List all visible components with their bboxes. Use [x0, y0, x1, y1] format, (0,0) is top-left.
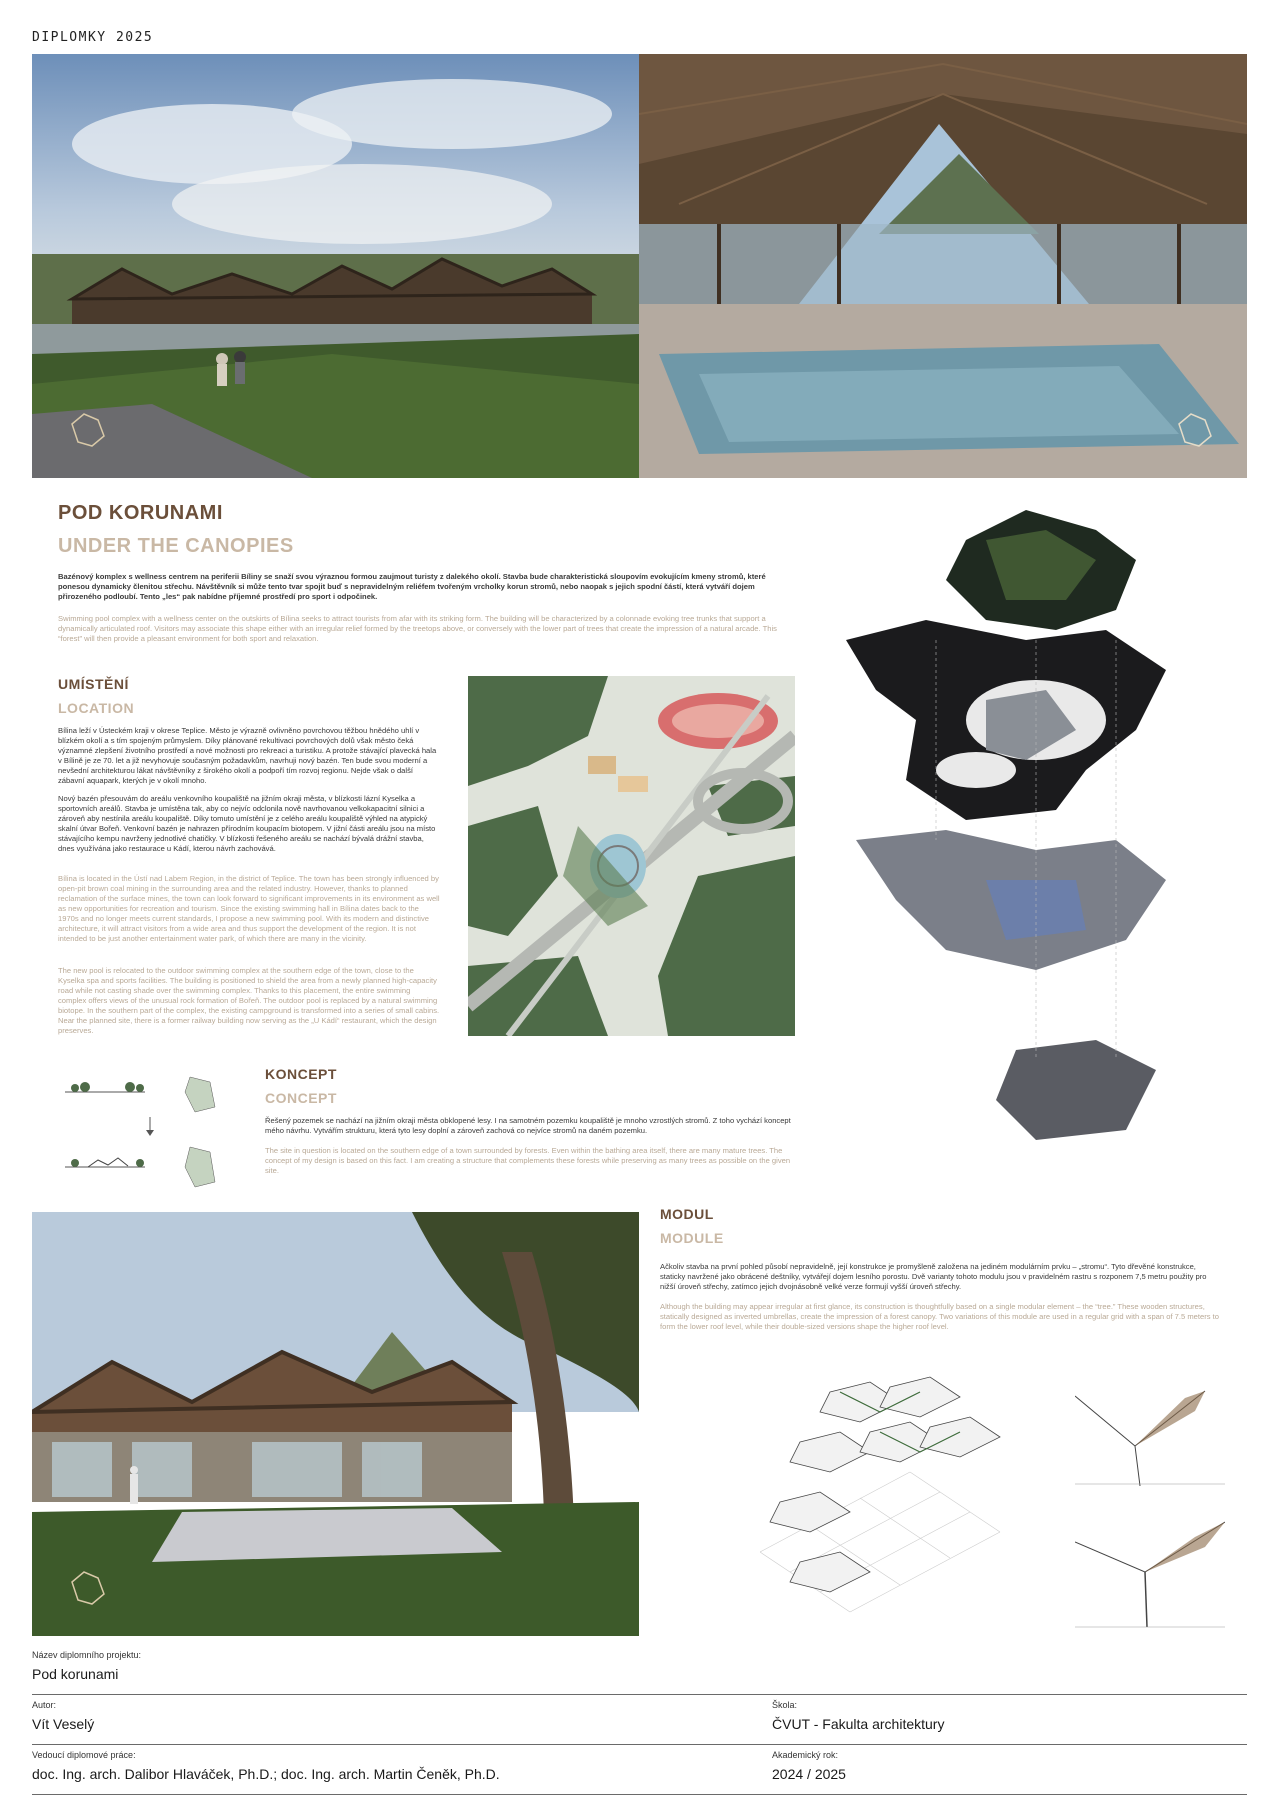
module-heading-cz: MODUL	[660, 1206, 714, 1222]
concept-heading-cz: KONCEPT	[265, 1066, 337, 1082]
interior-pool-render	[639, 54, 1247, 478]
footer-divider-1	[32, 1694, 1247, 1695]
module-text-cz: Ačkoliv stavba na první pohled působí nepravidelně, její konstrukce je promyšleně založena na jediném modulárním prvku – „stromu“. Tyto dřevěné konstrukce, staticky navržené jako obrácené deštníky, vytvářejí dojem lesního porostu. Dvě varianty tohoto modulu jsou v pravidelném rastru s rozponem 7,5 metru použity pro nižší úroveň střechy, zatímco jejich dvojnásobně velké verze formují vyšší úroveň střechy.	[660, 1262, 1207, 1291]
supervisor-label: Vedoucí diplomové práce:	[32, 1750, 136, 1760]
module-heading-en: MODULE	[660, 1230, 724, 1246]
footer-divider-3	[32, 1794, 1247, 1795]
module-grid-diagram	[760, 1372, 1060, 1632]
exterior-render-lawn	[32, 54, 639, 478]
footer-divider-2	[32, 1744, 1247, 1745]
concept-text-en: The site in question is located on the southern edge of a town surrounded by forests. Even within the bathing area itself, there are many mature trees. The concept of my design is based on this fact. I am creating a structure that complements these forests while preserving as many trees as possible on the given site.	[265, 1146, 791, 1175]
school-value: ČVUT - Fakulta architektury	[772, 1716, 945, 1732]
intro-text-cz: Bazénový komplex s wellness centrem na periferii Bíliny se snaží svou výraznou formou zaujmout turisty z dalekého okolí. Stavba bude charakteristická sloupovím evokujícím kmeny stromů, které ponesou dynamicky členitou střechu. Návštěvník si může tento tvar spojit buď s nepravidelným reliéfem tvořeným vrcholky korun stromů, nebo naopak s jejich spodní částí, která vytváří dojem přirozeného podloubí. Tento „les“ pak nabídne příjemné prostředí pro sport i odpočinek.	[58, 572, 766, 601]
project-name-label: Název diplomního projektu:	[32, 1650, 142, 1660]
concept-heading-en: CONCEPT	[265, 1090, 337, 1106]
academic-year-value: 2024 / 2025	[772, 1766, 846, 1782]
module-text-en: Although the building may appear irregular at first glance, its construction is thoughtfully based on a single modular element – the “tree.” These wooden structures, statically designed as inverted umbrellas, create the impression of a forest canopy. Two variations of this module are used in a regular grid with a span of 7.5 meters to form the lower roof level, while their double-sized versions shape the higher roof level.	[660, 1302, 1219, 1331]
location-text-cz-1: Bílina leží v Ústeckém kraji v okrese Teplice. Město je výrazně ovlivněno povrchovou těžbou hnědého uhlí v blízkém okolí a s tím spojeným průmyslem. Díky plánované rekultivaci povrchových dolů však město čeká významné zlepšení životního prostředí a nové možnosti pro rekreaci a turistiku. A protože stávající plavecká hala v Bílině je ze 70. let a již nevyhovuje současným požadavkům, navrhuji nový bazén. Ten bude svou moderní a nevšední architekturou lákat návštěvníky z širokého okolí a podpoří tím rozvoj regionu. Nejde však o další zábavní aquapark, kterých je v okolí mnoho.	[58, 726, 437, 785]
concept-diagram	[60, 1072, 240, 1192]
location-heading-cz: UMÍSTĚNÍ	[58, 676, 129, 692]
intro-text-en: Swimming pool complex with a wellness center on the outskirts of Bílina seeks to attract tourists from afar with its striking form. The building will be characterized by a colonnade evoking tree trunks that support a dynamically articulated roof. Visitors may associate this shape either with an irregular relief formed by the treetops above, or conversely with the lower part of trees that create the impression of a natural arcade. This “forest” will then provide a pleasant environment for both sport and relaxation.	[58, 614, 777, 643]
project-title-cz: POD KORUNAMI	[58, 502, 223, 524]
concept-text-cz: Řešený pozemek se nachází na jižním okraji města obklopené lesy. I na samotném pozemku koupaliště je mnoho vzrostlých stromů. Z toho vychází koncept mého návrhu. Vytvářím strukturu, která tyto lesy doplní a zároveň zachová co nejvíce stromů na daném pozemku.	[265, 1116, 791, 1135]
exterior-render-tree	[32, 1212, 639, 1636]
author-value: Vít Veselý	[32, 1716, 95, 1732]
school-label: Škola:	[772, 1700, 798, 1710]
exploded-axonometric	[836, 500, 1226, 1150]
header-label: DIPLOMKY 2025	[32, 30, 154, 45]
project-name-value: Pod korunami	[32, 1666, 119, 1682]
tree-module-section-large	[1075, 1502, 1225, 1632]
location-heading-en: LOCATION	[58, 700, 135, 716]
tree-module-section-small	[1075, 1376, 1225, 1486]
site-map	[468, 676, 795, 1036]
author-label: Autor:	[32, 1700, 57, 1710]
academic-year-label: Akademický rok:	[772, 1750, 839, 1760]
location-text-en-1: Bílina is located in the Ústí nad Labem Region, in the district of Teplice. The town has been strongly influenced by open-pit brown coal mining in the surrounding area and the related industry. However, thanks to planned reclamation of the surface mines, the town can look forward to significant improvements in its environment as well as new opportunities for recreation and tourism. Since the existing swimming hall in Bílina dates back to the 1970s and no longer meets current standards, I propose a new swimming pool. With its modern and distinctive architecture, it will attract visitors from a wide area and thus support the development of the region. It is not intended to be just another entertainment water park, of which there are many in the vicinity.	[58, 874, 440, 943]
supervisor-value: doc. Ing. arch. Dalibor Hlaváček, Ph.D.; doc. Ing. arch. Martin Čeněk, Ph.D.	[32, 1766, 500, 1782]
location-text-cz-2: Nový bazén přesouvám do areálu venkovního koupaliště na jižním okraji města, v blízkosti lázní Kyselka a sportovních areálů. Stavba je umístěna tak, aby co nejvíc odclonila nově navrhovanou velkokapacitní silnici a zároveň aby nestínila areálu koupaliště. Díky tomuto umístění je z celého areálu koupaliště výhled na atypický skalní útvar Bořeň. Venkovní bazén je nahrazen přírodním koupacím biotopem. V jižní části areálu jsou na místo stávajícího kempu navrženy jednotlivé chatičky. V blízkosti řešeného areálu se nachází bývalá drážní stavba, dnes využívána jako restaurace u Kádí, kterou návrh zachovává.	[58, 794, 436, 853]
location-text-en-2: The new pool is relocated to the outdoor swimming complex at the southern edge of the town, close to the Kyselka spa and sports facilities. The building is positioned to shield the area from a newly planned high-capacity road while not casting shade over the swimming complex. Thanks to this placement, the entire swimming complex offers views of the unusual rock formation of Bořeň. The outdoor pool is replaced by a natural swimming biotope. In the southern part of the complex, the existing campground is transformed into a series of small cabins. Near the planned site, there is a former railway building now serving as the „U Kádí“ restaurant, which the design preserves.	[58, 966, 440, 1035]
project-title-en: UNDER THE CANOPIES	[58, 535, 294, 557]
